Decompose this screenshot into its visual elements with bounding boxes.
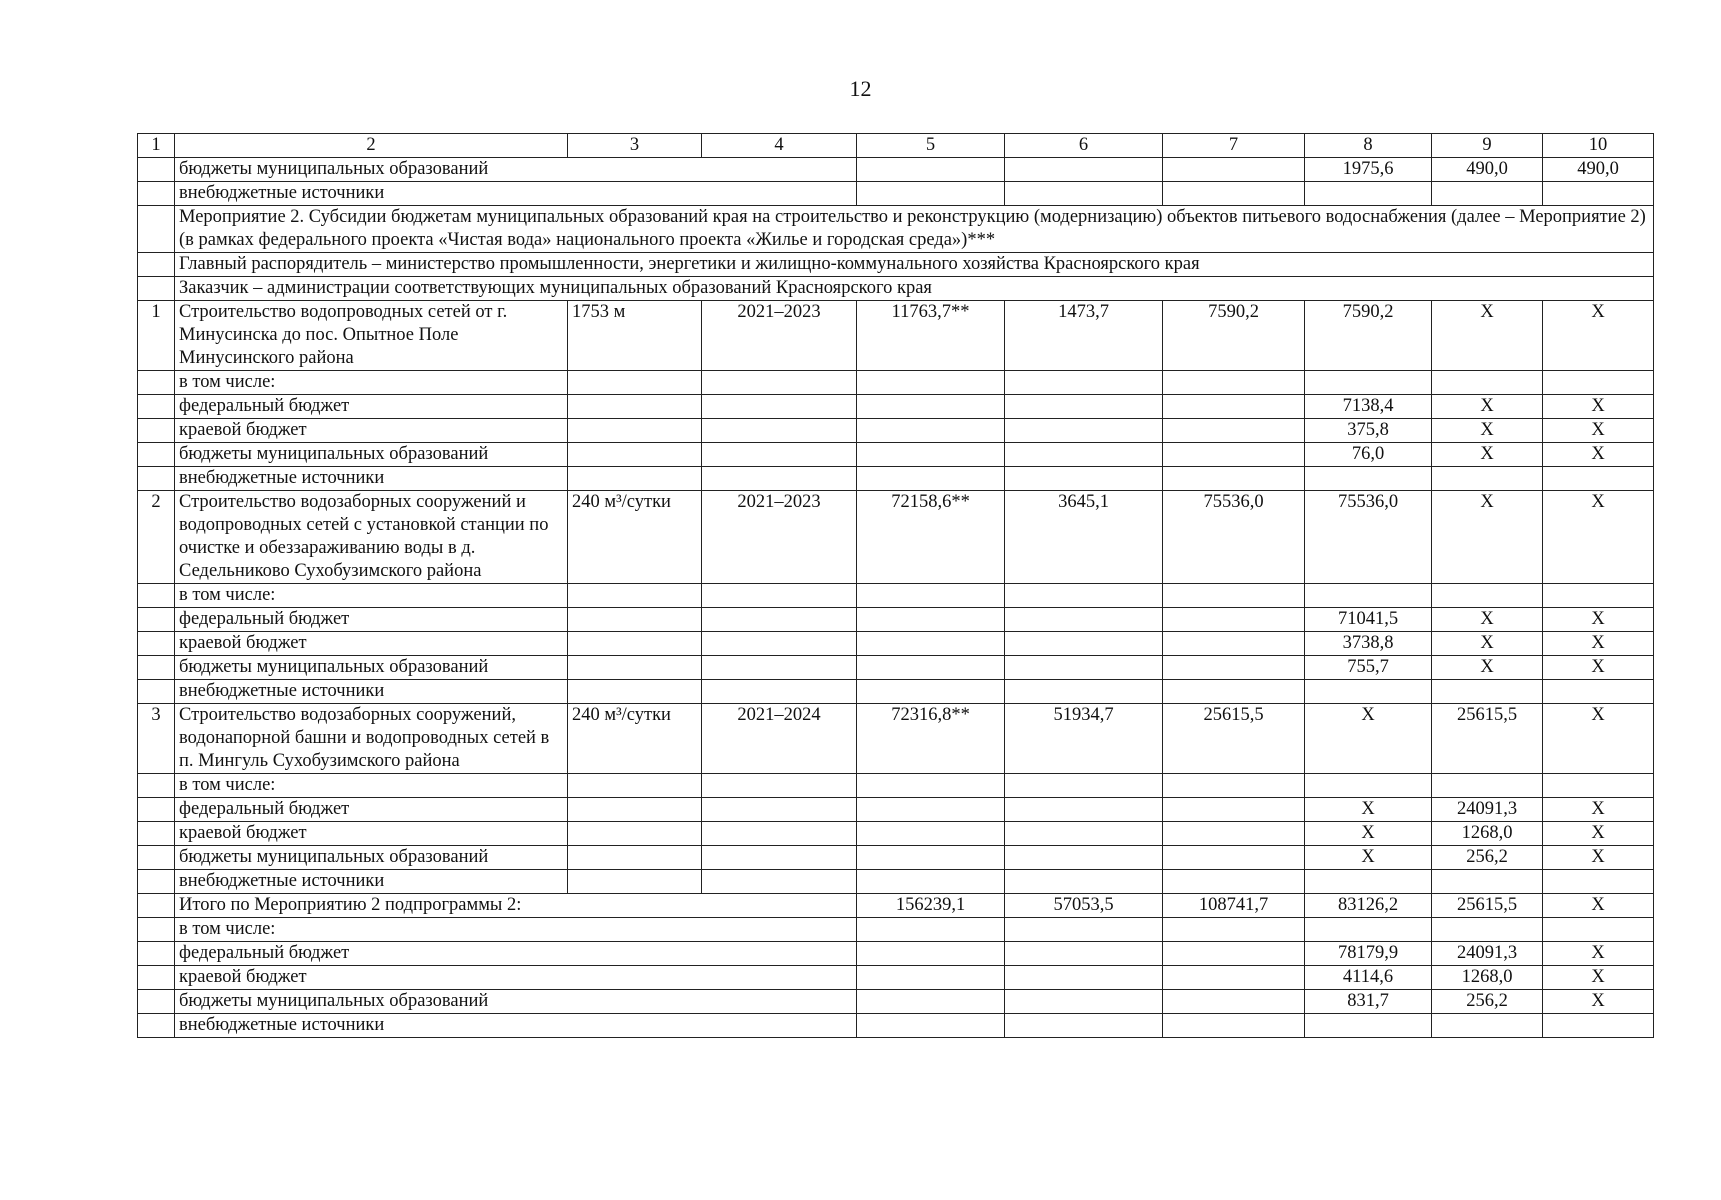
budget-table	[137, 133, 1654, 1038]
table-cell	[702, 467, 857, 491]
table-cell	[1005, 680, 1163, 704]
table-cell	[702, 443, 857, 467]
row-label: в том числе:	[175, 918, 857, 942]
cell-col10: X	[1543, 894, 1654, 918]
table-cell	[857, 966, 1005, 990]
breakdown-row	[138, 870, 1654, 894]
cell-col9: 24091,3	[1432, 798, 1543, 822]
cell-col8	[1305, 1014, 1432, 1038]
table-cell	[138, 798, 175, 822]
table-cell	[857, 656, 1005, 680]
table-cell	[1163, 632, 1305, 656]
table-cell	[1005, 798, 1163, 822]
cell-col8	[1305, 584, 1432, 608]
breakdown-row	[138, 467, 1654, 491]
table-cell	[1005, 419, 1163, 443]
cell-col10	[1543, 182, 1654, 206]
table-cell	[702, 608, 857, 632]
table-cell	[857, 846, 1005, 870]
table-cell	[1163, 584, 1305, 608]
table-cell	[702, 371, 857, 395]
table-cell	[857, 774, 1005, 798]
cell-col9: 25615,5	[1432, 894, 1543, 918]
table-cell	[1005, 822, 1163, 846]
cell-col10	[1543, 467, 1654, 491]
table-cell	[702, 798, 857, 822]
column-header: 2	[175, 134, 568, 158]
table-cell	[857, 584, 1005, 608]
breakdown-row	[138, 774, 1654, 798]
table-cell	[1005, 846, 1163, 870]
table-cell	[568, 656, 702, 680]
cell-col10: X	[1543, 301, 1654, 371]
cell-col8: X	[1305, 846, 1432, 870]
table-cell	[1005, 656, 1163, 680]
cell-col9: X	[1432, 656, 1543, 680]
cell-col10	[1543, 870, 1654, 894]
cell-col9: X	[1432, 443, 1543, 467]
table-cell	[1005, 467, 1163, 491]
cell-col9: 256,2	[1432, 846, 1543, 870]
cell-col7: 108741,7	[1163, 894, 1305, 918]
breakdown-row	[138, 680, 1654, 704]
table-cell	[1163, 680, 1305, 704]
measure-title-row	[138, 206, 1654, 253]
customer: Заказчик – администрации соответствующих муниципальных образований Красноярского края	[175, 277, 1654, 301]
breakdown-row	[138, 942, 1654, 966]
object-capacity: 1753 м	[568, 301, 702, 371]
table-cell	[138, 918, 175, 942]
table-cell	[857, 443, 1005, 467]
table-cell	[568, 632, 702, 656]
row-label: бюджеты муниципальных образований	[175, 158, 857, 182]
table-cell	[568, 774, 702, 798]
object-years: 2021–2023	[702, 301, 857, 371]
breakdown-row	[138, 798, 1654, 822]
column-header: 8	[1305, 134, 1432, 158]
object-capacity: 240 м³/сутки	[568, 704, 702, 774]
table-cell	[857, 822, 1005, 846]
table-cell	[568, 798, 702, 822]
table-cell	[568, 584, 702, 608]
row-label: внебюджетные источники	[175, 870, 568, 894]
cell-col9: X	[1432, 301, 1543, 371]
table-cell	[568, 395, 702, 419]
table-cell	[1163, 467, 1305, 491]
table-cell	[1005, 990, 1163, 1014]
row-label: федеральный бюджет	[175, 798, 568, 822]
cell-col6: 3645,1	[1005, 491, 1163, 584]
chief-manager: Главный распорядитель – министерство промышленности, энергетики и жилищно-коммунального хозяйства Красноярского края	[175, 253, 1654, 277]
row-label: внебюджетные источники	[175, 467, 568, 491]
breakdown-row	[138, 632, 1654, 656]
cell-col9: X	[1432, 419, 1543, 443]
cell-col8: 7590,2	[1305, 301, 1432, 371]
table-cell	[1005, 1014, 1163, 1038]
breakdown-row	[138, 918, 1654, 942]
table-cell	[702, 656, 857, 680]
table-cell	[857, 990, 1005, 1014]
table-cell	[138, 656, 175, 680]
total-label: Итого по Мероприятию 2 подпрограммы 2:	[175, 894, 857, 918]
table-cell	[702, 846, 857, 870]
table-row	[138, 158, 1654, 182]
object-capacity: 240 м³/сутки	[568, 491, 702, 584]
column-header: 5	[857, 134, 1005, 158]
object-row	[138, 301, 1654, 371]
cell-col10: X	[1543, 822, 1654, 846]
row-label: бюджеты муниципальных образований	[175, 846, 568, 870]
cell-col8: X	[1305, 704, 1432, 774]
table-cell	[1005, 918, 1163, 942]
breakdown-row	[138, 395, 1654, 419]
cell-col8: 4114,6	[1305, 966, 1432, 990]
object-row	[138, 491, 1654, 584]
cell-col9: 24091,3	[1432, 942, 1543, 966]
cell-col10	[1543, 584, 1654, 608]
table-cell	[857, 680, 1005, 704]
cell-col9	[1432, 467, 1543, 491]
table-cell	[1005, 395, 1163, 419]
table-cell	[1005, 870, 1163, 894]
cell-col8: X	[1305, 798, 1432, 822]
cell-col9: 1268,0	[1432, 966, 1543, 990]
page-number: 12	[849, 76, 872, 101]
table-cell	[1163, 419, 1305, 443]
cell-col9: X	[1432, 632, 1543, 656]
row-label: в том числе:	[175, 774, 568, 798]
table-cell	[1163, 1014, 1305, 1038]
cell-col7: 7590,2	[1163, 301, 1305, 371]
column-header: 10	[1543, 134, 1654, 158]
object-years: 2021–2024	[702, 704, 857, 774]
table-cell	[138, 419, 175, 443]
cell-col9: 1268,0	[1432, 822, 1543, 846]
object-number: 1	[138, 301, 175, 371]
breakdown-row	[138, 584, 1654, 608]
table-cell	[568, 846, 702, 870]
cell-col8: 83126,2	[1305, 894, 1432, 918]
table-cell	[138, 846, 175, 870]
table-cell	[1163, 608, 1305, 632]
table-cell	[1005, 608, 1163, 632]
table-cell	[702, 632, 857, 656]
table-cell	[1163, 774, 1305, 798]
cell-col8	[1305, 182, 1432, 206]
breakdown-row	[138, 443, 1654, 467]
row-label: краевой бюджет	[175, 419, 568, 443]
cell-col8: 831,7	[1305, 990, 1432, 1014]
table-cell	[1163, 822, 1305, 846]
cell-col10: X	[1543, 491, 1654, 584]
table-cell	[138, 966, 175, 990]
table-cell	[857, 419, 1005, 443]
table-cell	[568, 371, 702, 395]
table-cell	[1163, 942, 1305, 966]
cell-col8: 78179,9	[1305, 942, 1432, 966]
table-cell	[1163, 990, 1305, 1014]
table-cell	[568, 608, 702, 632]
table-cell	[857, 798, 1005, 822]
table-cell	[857, 467, 1005, 491]
cell-col10: X	[1543, 632, 1654, 656]
column-header: 3	[568, 134, 702, 158]
table-cell	[702, 395, 857, 419]
table-cell	[857, 632, 1005, 656]
table-cell	[1005, 942, 1163, 966]
table-cell	[1163, 656, 1305, 680]
cell-col8	[1305, 371, 1432, 395]
table-cell	[1163, 798, 1305, 822]
table-cell	[138, 990, 175, 1014]
cell-col8	[1305, 467, 1432, 491]
table-cell	[138, 584, 175, 608]
cell-col10: X	[1543, 942, 1654, 966]
row-label: федеральный бюджет	[175, 608, 568, 632]
table-cell	[1163, 966, 1305, 990]
cell-col8	[1305, 918, 1432, 942]
cell-col10: X	[1543, 419, 1654, 443]
cell-col10	[1543, 918, 1654, 942]
object-number: 2	[138, 491, 175, 584]
cell-col9: 25615,5	[1432, 704, 1543, 774]
table-cell	[568, 467, 702, 491]
cell-col8: 375,8	[1305, 419, 1432, 443]
row-label: краевой бюджет	[175, 966, 857, 990]
cell-col9	[1432, 918, 1543, 942]
cell-col10: 490,0	[1543, 158, 1654, 182]
cell-col10	[1543, 1014, 1654, 1038]
cell-col5: 72158,6**	[857, 491, 1005, 584]
row-label: внебюджетные источники	[175, 182, 857, 206]
cell-col9: X	[1432, 395, 1543, 419]
cell-col7: 25615,5	[1163, 704, 1305, 774]
table-cell	[1163, 371, 1305, 395]
column-header: 9	[1432, 134, 1543, 158]
cell-col10: X	[1543, 656, 1654, 680]
cell-col8	[1305, 774, 1432, 798]
table-cell	[138, 632, 175, 656]
table-cell	[702, 584, 857, 608]
cell-col9	[1432, 680, 1543, 704]
table-cell	[138, 443, 175, 467]
cell-col10	[1543, 774, 1654, 798]
table-row	[138, 182, 1654, 206]
row-label: в том числе:	[175, 371, 568, 395]
table-cell	[857, 870, 1005, 894]
row-label: в том числе:	[175, 584, 568, 608]
chief-manager-row	[138, 253, 1654, 277]
customer-row	[138, 277, 1654, 301]
cell-col6: 51934,7	[1005, 704, 1163, 774]
cell-col8: 1975,6	[1305, 158, 1432, 182]
cell-col8: X	[1305, 822, 1432, 846]
table-cell	[1163, 443, 1305, 467]
table-cell	[568, 419, 702, 443]
table-cell	[138, 894, 175, 918]
table-cell	[1163, 846, 1305, 870]
table-cell	[138, 371, 175, 395]
cell-col10	[1543, 680, 1654, 704]
row-label: внебюджетные источники	[175, 680, 568, 704]
breakdown-row	[138, 990, 1654, 1014]
cell-col5: 156239,1	[857, 894, 1005, 918]
table-cell	[138, 608, 175, 632]
table-cell	[568, 443, 702, 467]
object-name: Строительство водозаборных сооружений и водопроводных сетей с установкой станции по очистке и обеззараживанию воды в д. Седельниково Сухобузимского района	[175, 491, 568, 584]
cell-col8: 76,0	[1305, 443, 1432, 467]
table-cell	[138, 870, 175, 894]
cell-col10: X	[1543, 608, 1654, 632]
table-cell	[138, 774, 175, 798]
cell-col10: X	[1543, 846, 1654, 870]
table-cell	[857, 608, 1005, 632]
row-label: бюджеты муниципальных образований	[175, 443, 568, 467]
table-cell	[702, 680, 857, 704]
table-cell	[138, 395, 175, 419]
cell-col7: 75536,0	[1163, 491, 1305, 584]
cell-col9: 256,2	[1432, 990, 1543, 1014]
row-label: краевой бюджет	[175, 632, 568, 656]
object-name: Строительство водопроводных сетей от г. Минусинска до пос. Опытное Поле Минусинского района	[175, 301, 568, 371]
cell-col5: 72316,8**	[857, 704, 1005, 774]
cell-col8: 755,7	[1305, 656, 1432, 680]
object-years: 2021–2023	[702, 491, 857, 584]
table-cell	[702, 419, 857, 443]
cell-col10: X	[1543, 704, 1654, 774]
table-cell	[1163, 870, 1305, 894]
breakdown-row	[138, 822, 1654, 846]
measure-title: Мероприятие 2. Субсидии бюджетам муниципальных образований края на строительство и реконструкцию (модернизацию) объектов питьевого водоснабжения (далее – Мероприятие 2) (в рамках федерального проекта «Чистая вода» национального проекта «Жилье и городская среда»)***	[175, 206, 1654, 253]
cell-col9: X	[1432, 608, 1543, 632]
object-number: 3	[138, 704, 175, 774]
column-header: 7	[1163, 134, 1305, 158]
table-cell	[857, 918, 1005, 942]
object-name: Строительство водозаборных сооружений, водонапорной башни и водопроводных сетей в п. Мингуль Сухобузимского района	[175, 704, 568, 774]
table-cell	[568, 870, 702, 894]
row-label: федеральный бюджет	[175, 395, 568, 419]
table-cell	[702, 870, 857, 894]
cell-col10: X	[1543, 443, 1654, 467]
table-cell	[138, 680, 175, 704]
total-row	[138, 894, 1654, 918]
column-header: 1	[138, 134, 175, 158]
row-label: краевой бюджет	[175, 822, 568, 846]
object-row	[138, 704, 1654, 774]
table-cell	[568, 680, 702, 704]
table-body	[138, 134, 1654, 1038]
table-cell	[1005, 774, 1163, 798]
cell-col9	[1432, 774, 1543, 798]
cell-col8: 7138,4	[1305, 395, 1432, 419]
table-cell	[138, 467, 175, 491]
cell-col8: 3738,8	[1305, 632, 1432, 656]
cell-col9: X	[1432, 491, 1543, 584]
row-label: бюджеты муниципальных образований	[175, 990, 857, 1014]
breakdown-row	[138, 656, 1654, 680]
cell-col8: 75536,0	[1305, 491, 1432, 584]
table-cell	[1005, 632, 1163, 656]
row-label: бюджеты муниципальных образований	[175, 656, 568, 680]
cell-col10: X	[1543, 966, 1654, 990]
table-cell	[138, 822, 175, 846]
cell-col9	[1432, 182, 1543, 206]
cell-col5: 11763,7**	[857, 301, 1005, 371]
cell-col8	[1305, 870, 1432, 894]
column-header-row	[138, 134, 1654, 158]
table-cell	[1005, 966, 1163, 990]
table-cell	[1005, 584, 1163, 608]
cell-col6: 57053,5	[1005, 894, 1163, 918]
breakdown-row	[138, 846, 1654, 870]
table-cell	[702, 822, 857, 846]
breakdown-row	[138, 608, 1654, 632]
cell-col6: 1473,7	[1005, 301, 1163, 371]
breakdown-row	[138, 1014, 1654, 1038]
cell-col10	[1543, 371, 1654, 395]
table-cell	[138, 942, 175, 966]
row-label: федеральный бюджет	[175, 942, 857, 966]
table-cell	[1005, 371, 1163, 395]
cell-col9	[1432, 371, 1543, 395]
table-cell	[1163, 918, 1305, 942]
breakdown-row	[138, 419, 1654, 443]
table-cell	[857, 942, 1005, 966]
column-header: 4	[702, 134, 857, 158]
table-cell	[857, 1014, 1005, 1038]
breakdown-row	[138, 966, 1654, 990]
cell-col9	[1432, 1014, 1543, 1038]
table-cell	[568, 822, 702, 846]
column-header: 6	[1005, 134, 1163, 158]
table-cell	[702, 774, 857, 798]
table-cell	[138, 1014, 175, 1038]
cell-col10: X	[1543, 798, 1654, 822]
cell-col9	[1432, 584, 1543, 608]
cell-col9: 490,0	[1432, 158, 1543, 182]
breakdown-row	[138, 371, 1654, 395]
cell-col8: 71041,5	[1305, 608, 1432, 632]
cell-col8	[1305, 680, 1432, 704]
cell-col10: X	[1543, 395, 1654, 419]
cell-col10: X	[1543, 990, 1654, 1014]
cell-col9	[1432, 870, 1543, 894]
table-cell	[857, 395, 1005, 419]
table-cell	[1163, 395, 1305, 419]
row-label: внебюджетные источники	[175, 1014, 857, 1038]
table-cell	[1005, 443, 1163, 467]
table-cell	[857, 371, 1005, 395]
